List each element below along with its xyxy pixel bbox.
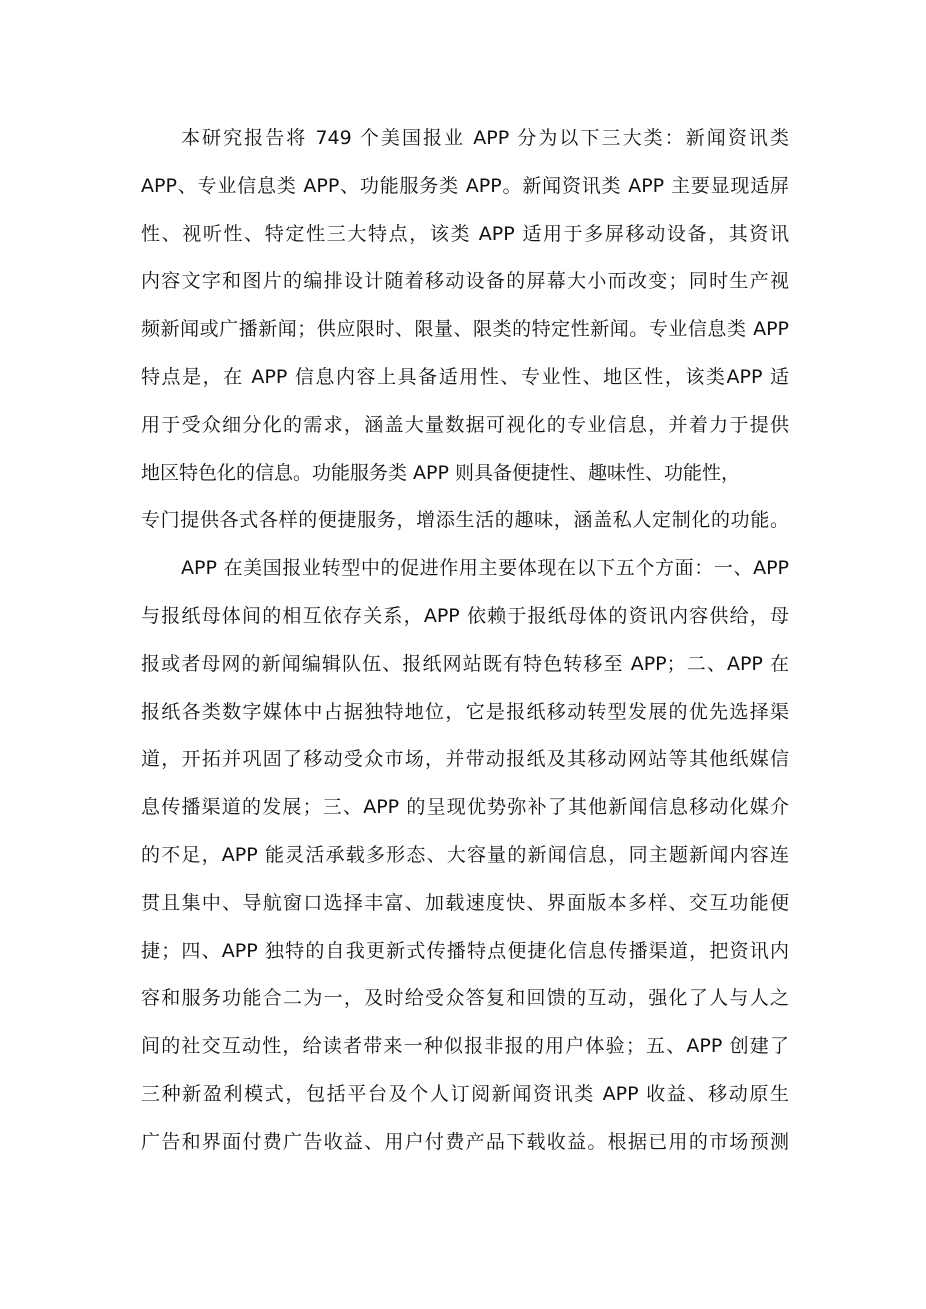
text-line: APP、专业信息类 APP、功能服务类 APP。新闻资讯类 APP 主要显现适屏 [141,174,789,197]
text-line: 贯且集中、导航窗口选择丰富、加载速度快、界面版本多样、交互功能便 [141,891,789,914]
text-line: 道，开拓并巩固了移动受众市场，并带动报纸及其移动网站等其他纸媒信 [141,748,789,771]
paragraph-app-categories [141,115,789,545]
text-line: 本研究报告将 749 个美国报业 APP 分为以下三大类：新闻资讯类 [181,127,789,149]
text-line: 用于受众细分化的需求，涵盖大量数据可视化的专业信息，并着力于提供 [141,413,789,436]
text-line: 特点是，在 APP 信息内容上具备适用性、专业性、地区性，该类APP 适 [141,365,789,388]
text-line: 广告和界面付费广告收益、用户付费产品下载收益。根据已用的市场预测 [141,1130,789,1153]
paragraph-app-role [141,545,789,1166]
text-line: 息传播渠道的发展；三、APP 的呈现优势弥补了其他新闻信息移动化媒介 [141,796,789,819]
document-body [141,115,789,1167]
text-line: 间的社交互动性，给读者带来一种似报非报的用户体验；五、APP 创建了 [141,1035,789,1058]
text-line: 地区特色化的信息。功能服务类 APP 则具备便捷性、趣味性、功能性， [141,461,740,484]
text-line: 报纸各类数字媒体中占据独特地位，它是报纸移动转型发展的优先选择渠 [141,700,789,723]
text-line: 的不足，APP 能灵活承载多形态、大容量的新闻信息，同主题新闻内容连 [141,843,789,866]
text-line: APP 在美国报业转型中的促进作用主要体现在以下五个方面：一、APP [181,557,789,580]
text-line: 性、视听性、特定性三大特点，该类 APP 适用于多屏移动设备，其资讯 [141,222,789,245]
text-line: 与报纸母体间的相互依存关系，APP 依赖于报纸母体的资讯内容供给，母 [141,604,789,627]
text-line: 三种新盈利模式，包括平台及个人订阅新闻资讯类 APP 收益、移动原生 [141,1082,789,1105]
text-line: 容和服务功能合二为一，及时给受众答复和回馈的互动，强化了人与人之 [141,987,789,1010]
text-line: 捷；四、APP 独特的自我更新式传播特点便捷化信息传播渠道，把资讯内 [141,939,789,962]
text-line: 专门提供各式各样的便捷服务，增添生活的趣味，涵盖私人定制化的功能。 [141,509,789,532]
text-line: 内容文字和图片的编排设计随着移动设备的屏幕大小而改变；同时生产视 [141,270,789,293]
text-line: 报或者母网的新闻编辑队伍、报纸网站既有特色转移至 APP；二、APP 在 [141,652,789,675]
text-line: 频新闻或广播新闻；供应限时、限量、限类的特定性新闻。专业信息类 APP [141,318,789,341]
